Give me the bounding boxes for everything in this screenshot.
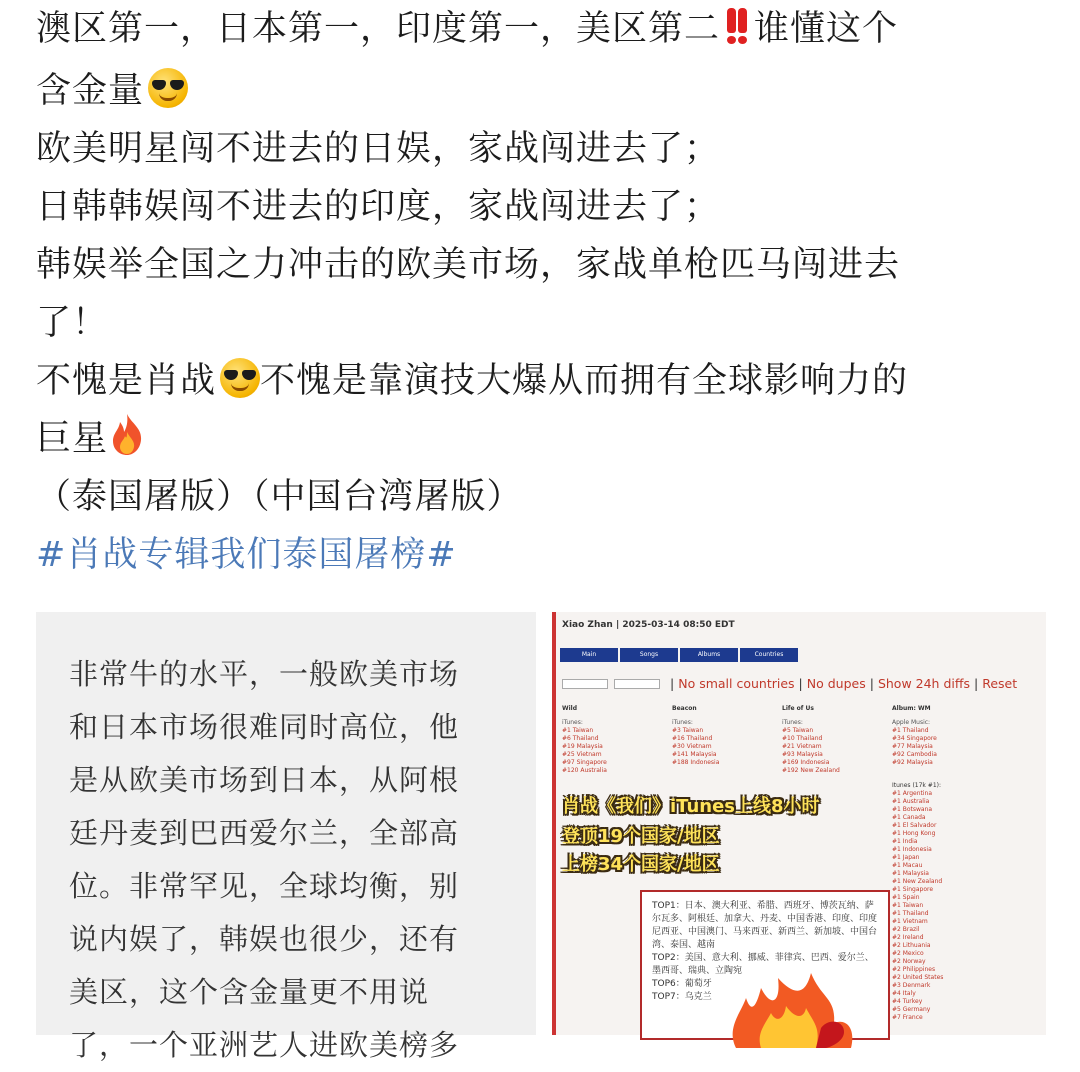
song-column-title: Beacon (672, 705, 697, 712)
post-text: 不愧是靠演技大爆从而拥有全球影响力的 (260, 361, 909, 401)
song-column-title: Wild (562, 705, 578, 712)
overlay-caption: 肖战《我们》iTunes上线8小时 (562, 796, 820, 817)
option-link: Show 24h diffs (877, 676, 970, 691)
country-rank: #2 Norway (892, 958, 926, 965)
song-column-sub: Apple Music: (892, 719, 931, 726)
country-rank: #2 United States (892, 974, 944, 981)
chart-position: #92 Cambodia (892, 751, 937, 758)
overlay-caption: 登顶19个国家/地区 (562, 826, 720, 847)
country-list (892, 782, 943, 1022)
chart-position: #16 Thailand (672, 735, 713, 742)
top-ranking-line: TOP2：美国、意大利、挪威、菲律宾、巴西、爱尔兰、墨西哥、瑞典、立陶宛 (652, 953, 874, 976)
song-column-title: Album: WM (892, 705, 931, 712)
option-link: No dupes (806, 676, 866, 691)
country-rank: #1 Taiwan (892, 902, 924, 909)
image-text-line: 美区，这个含金量更不用说 (69, 975, 430, 1009)
top-ranking-line: TOP7：乌克兰 (652, 992, 712, 1002)
chart-screenshot-image[interactable] (552, 612, 1046, 1035)
song-column (562, 705, 668, 775)
chart-position: #77 Malaysia (892, 743, 933, 750)
country-rank: #1 Vietnam (892, 918, 928, 925)
country-rank: #1 Canada (892, 814, 926, 821)
country-rank: #5 Germany (892, 1006, 931, 1013)
chart-position: #21 Vietnam (782, 743, 822, 750)
post-text: 不愧是肖战 (36, 361, 217, 401)
country-rank: #1 Japan (892, 854, 920, 861)
post-line (36, 0, 1046, 62)
select-box (614, 679, 660, 689)
country-list-title: Itunes (17k #1): (892, 782, 942, 789)
chart-position: #1 Taiwan (562, 727, 594, 734)
post-line: （泰国屠版）（中国台湾屠版） (36, 477, 523, 517)
chart-position: #1 Thailand (892, 727, 929, 734)
image-text-line: 和日本市场很难同时高位，他 (69, 710, 460, 744)
post-text: 含金量 (36, 71, 145, 111)
image-text-line: 了，一个亚洲艺人进欧美榜多 (69, 1028, 460, 1062)
country-rank: #1 Malaysia (892, 870, 929, 877)
country-rank: #4 Italy (892, 990, 916, 997)
nav-songs: Songs (620, 648, 678, 662)
country-rank: #1 India (892, 838, 918, 845)
country-rank: #1 Botswana (892, 806, 933, 813)
image-text-line: 廷丹麦到巴西爱尔兰，全部高 (69, 816, 460, 850)
image-text-line: 位。非常罕见，全球均衡，别 (69, 869, 460, 903)
chart-position: #188 Indonesia (672, 759, 720, 766)
chart-position: #92 Malaysia (892, 759, 933, 766)
country-rank: #3 Denmark (892, 982, 931, 989)
song-columns (562, 705, 1046, 775)
option-link: No small countries (678, 676, 795, 691)
flame-heart-sticker-icon (716, 968, 866, 1048)
country-rank: #1 Thailand (892, 910, 929, 917)
chart-position: #10 Thailand (782, 735, 823, 742)
country-rank: #1 Indonesia (892, 846, 932, 853)
hashtag-link[interactable]: #肖战专辑我们泰国屠榜# (36, 535, 457, 575)
country-rank: #2 Lithuania (892, 942, 931, 949)
nav-countries: Countries (740, 648, 798, 662)
country-rank: #7 France (892, 1014, 923, 1021)
nav-main: Main (560, 648, 618, 662)
chart-position: #192 New Zealand (782, 767, 840, 774)
post-line: 日韩韩娱闯不进去的印度，家战闯进去了； (36, 187, 721, 227)
song-column-title: Life of Us (782, 705, 814, 712)
chart-position: #34 Singapore (892, 735, 937, 742)
chart-position: #97 Singapore (562, 759, 607, 766)
chart-position: #120 Australia (562, 767, 607, 774)
image-text-line: 说内娱了，韩娱也很少，还有 (69, 922, 460, 956)
post-line: 欧美明星闯不进去的日娱，家战闯进去了； (36, 129, 721, 169)
country-rank: #1 Hong Kong (892, 830, 936, 837)
chart-position: #30 Vietnam (672, 743, 712, 750)
song-column-sub: iTunes: (782, 719, 803, 726)
song-column-sub: iTunes: (672, 719, 693, 726)
post-body (36, 0, 1046, 584)
overlay-caption: 上榜34个国家/地区 (562, 854, 720, 875)
country-rank: #1 Macau (892, 862, 923, 869)
country-rank: #1 Spain (892, 894, 920, 901)
country-rank: #2 Philippines (892, 966, 936, 973)
chart-position: #169 Indonesia (782, 759, 830, 766)
post-text: 澳区第一，日本第一，印度第一，美区第二 (36, 9, 721, 49)
chart-position: #93 Malaysia (782, 751, 823, 758)
song-column-sub: iTunes: (562, 719, 583, 726)
kworb-header: Xiao Zhan | 2025-03-14 08:50 EDT (562, 620, 735, 630)
chart-position: #6 Thailand (562, 735, 599, 742)
select-box (562, 679, 608, 689)
country-rank: #2 Mexico (892, 950, 924, 957)
top-ranking-line: TOP6：葡萄牙 (652, 979, 712, 989)
chart-position: #25 Vietnam (562, 751, 602, 758)
country-rank: #1 Australia (892, 798, 930, 805)
post-line (36, 352, 1046, 410)
chart-position: #3 Taiwan (672, 727, 704, 734)
chart-position: #141 Malaysia (672, 751, 717, 758)
post-text: 巨星 (36, 419, 109, 459)
post-line (36, 410, 1046, 468)
post-text: 谁懂这个 (754, 9, 899, 49)
image-text (36, 612, 536, 1072)
kworb-options: | No small countries | No dupes | Show 24h diffs | Reset (562, 676, 1046, 691)
chart-position: #19 Malaysia (562, 743, 603, 750)
song-column (892, 705, 998, 775)
country-rank: #4 Turkey (892, 998, 923, 1005)
post-line: 了！ (36, 303, 109, 343)
sunglasses-emoji-icon (220, 358, 260, 398)
country-rank: #1 Singapore (892, 886, 934, 893)
kworb-nav (560, 648, 1046, 662)
double-exclamation-icon (726, 4, 748, 62)
chart-position: #5 Taiwan (782, 727, 814, 734)
image-text-line: 非常牛的水平，一般欧美市场 (69, 657, 460, 691)
song-column (672, 705, 778, 775)
song-column (782, 705, 888, 775)
top-ranking-line: TOP1：日本、澳大利亚、希腊、西班牙、博茨瓦纳、萨尔瓦多、阿根廷、加拿大、丹麦、中国香港、印度、印度尼西亚、中国澳门、马来西亚、新西兰、新加坡、中国台湾、泰国、越南 (652, 901, 878, 950)
country-rank: #2 Brazil (892, 926, 920, 933)
sunglasses-emoji-icon (148, 68, 188, 108)
post-line: 韩娱举全国之力冲击的欧美市场，家战单枪匹马闯进去 (36, 245, 901, 285)
text-screenshot-image[interactable] (36, 612, 536, 1062)
country-rank: #1 New Zealand (892, 878, 943, 885)
country-rank: #1 El Salvador (892, 822, 937, 829)
fire-emoji-icon (108, 412, 146, 456)
option-link: Reset (982, 676, 1018, 691)
country-rank: #1 Argentina (892, 790, 933, 797)
image-text-line: 是从欧美市场到日本，从阿根 (69, 763, 460, 797)
nav-albums: Albums (680, 648, 738, 662)
post-line (36, 62, 1046, 120)
country-rank: #2 Ireland (892, 934, 924, 941)
